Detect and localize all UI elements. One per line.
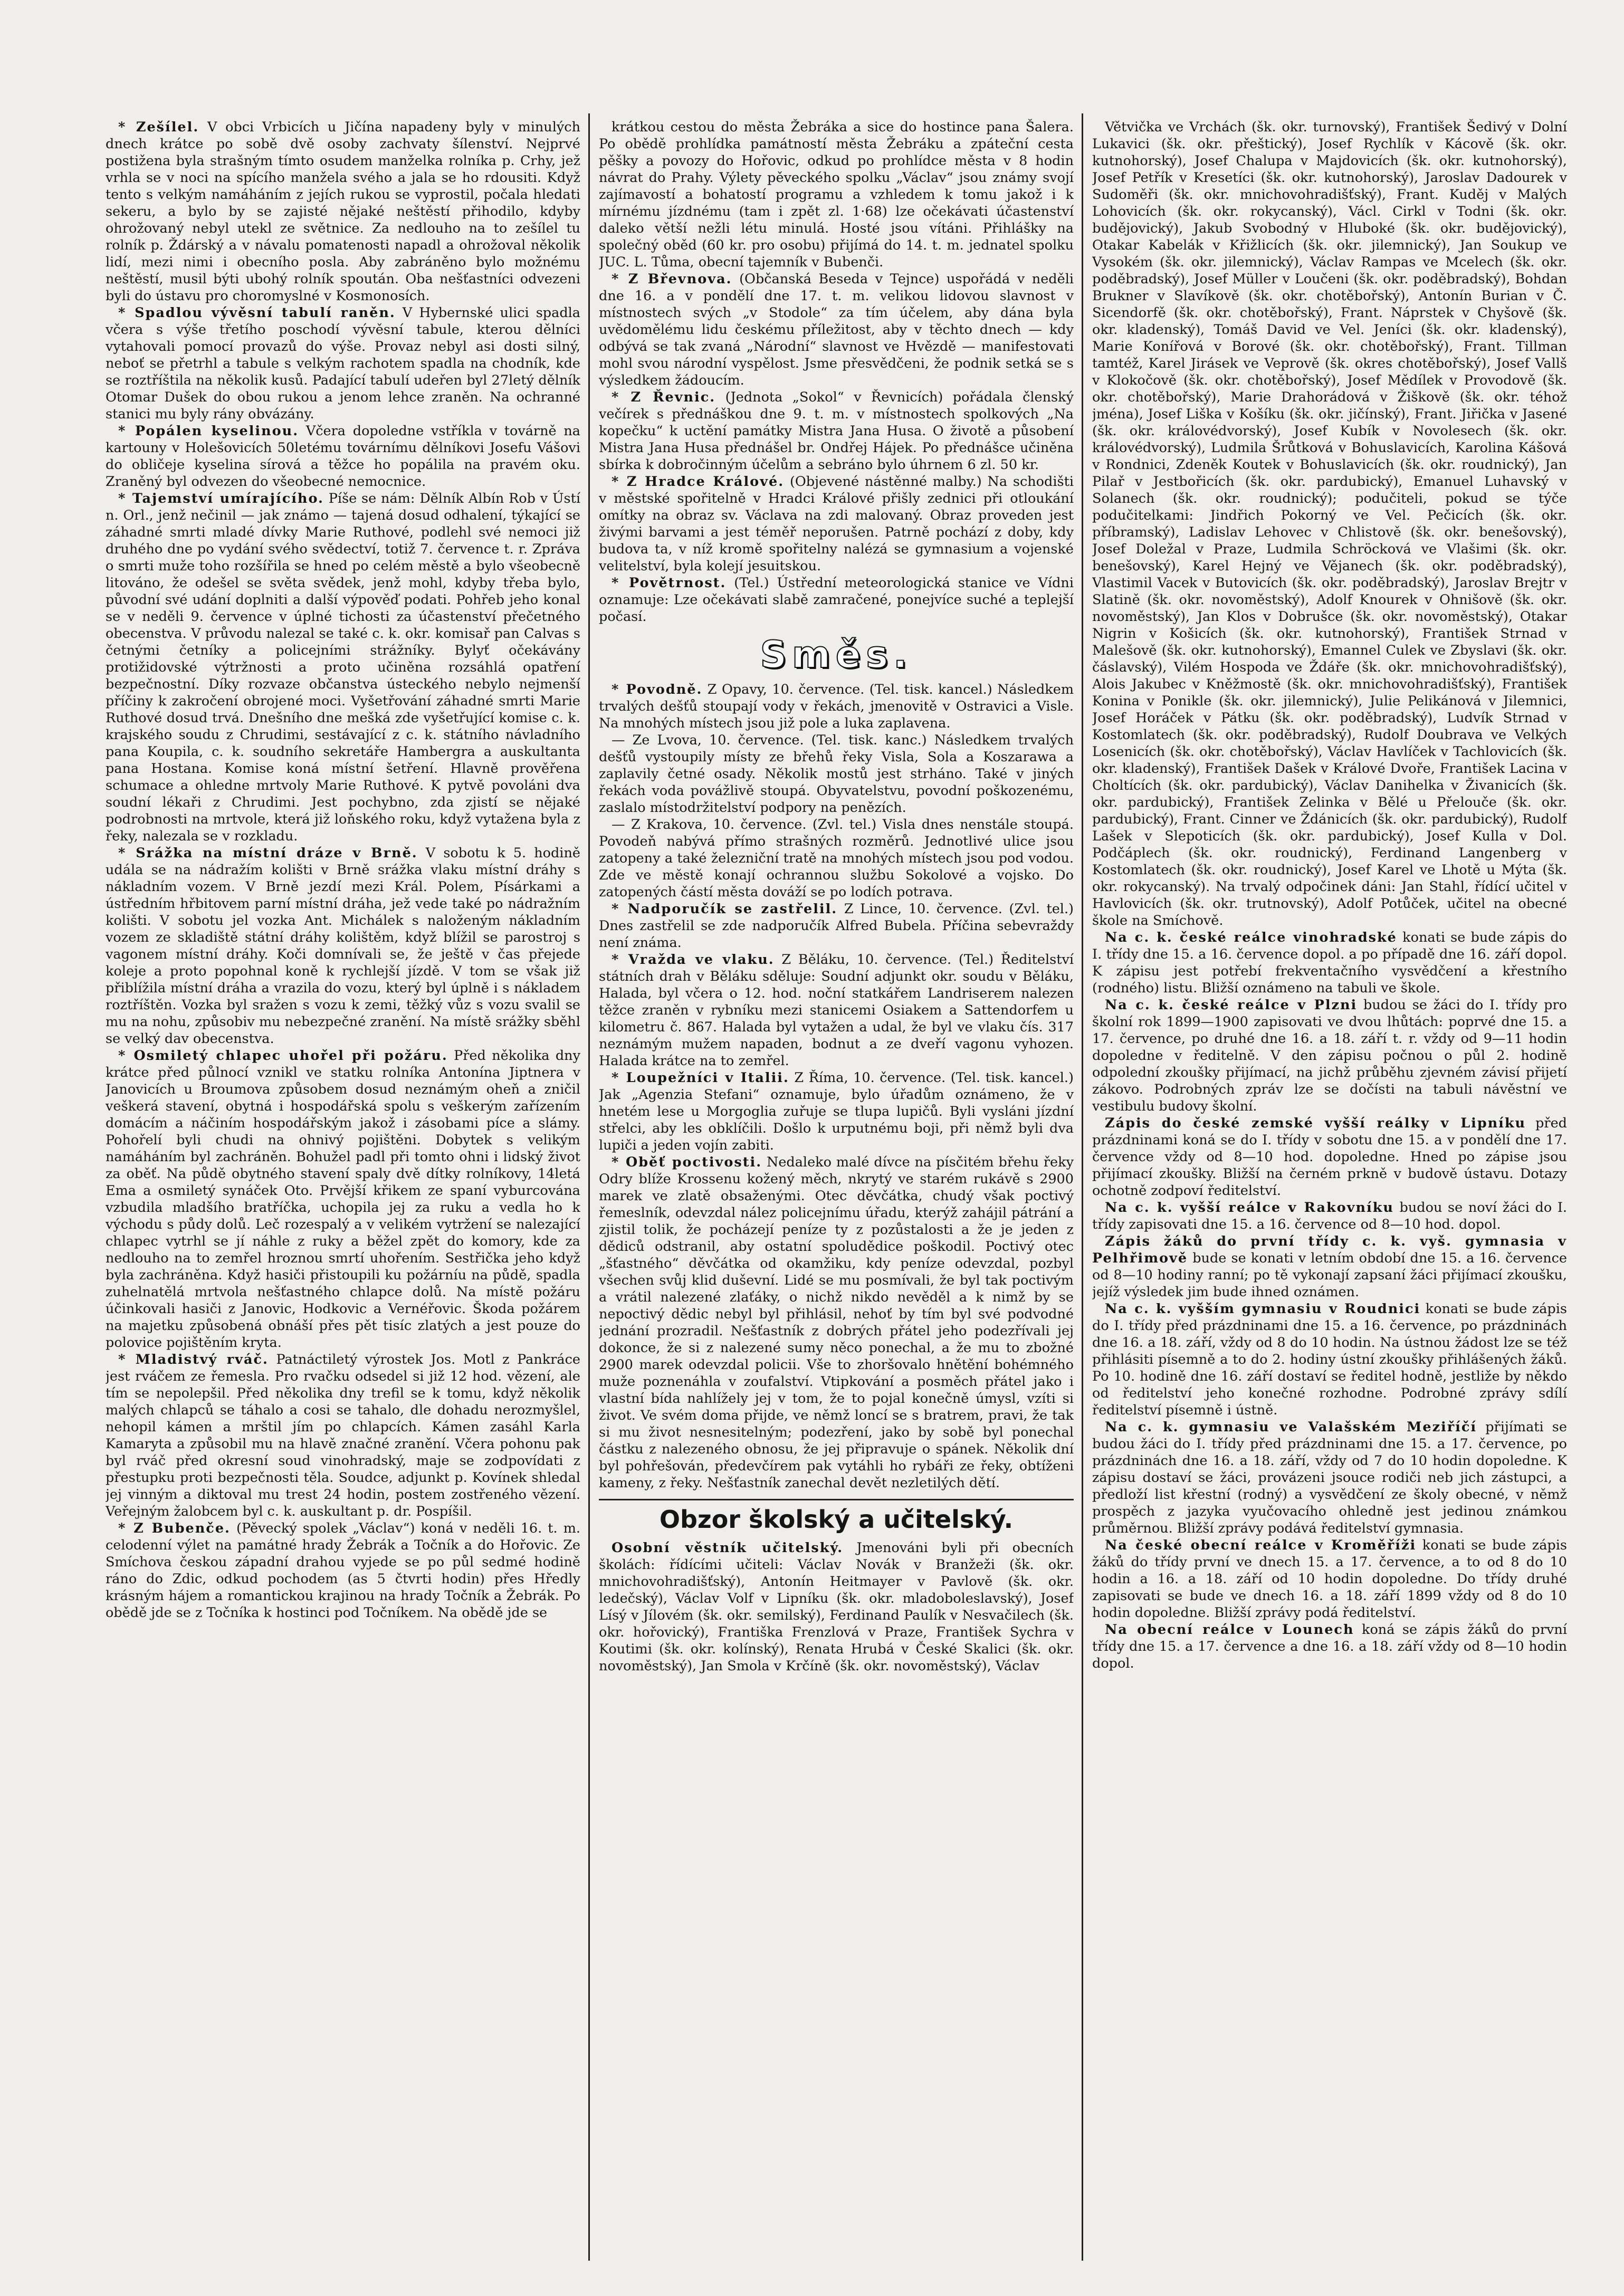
article-body: Z Opavy, 10. července. (Tel. tisk. kancel.) Následkem trvalých dešťů stoupají vody v řekách, jmenovitě v Ostravici a Visle. Na mnohých místech jsou již pole a luka zaplavena.: [599, 682, 1074, 731]
article-heading: * Z Hradce Králové.: [612, 474, 785, 490]
section-title: Obzor školský a učitelský.: [599, 1499, 1074, 1535]
article-heading: * Mladistvý rváč.: [118, 1352, 269, 1367]
article-heading: Na c. k. české reálce v Plzni: [1105, 997, 1358, 1013]
article-body: — Ze Lvova, 10. července. (Tel. tisk. kanc.) Následkem trvalých dešťů vystoupily místy ze břehů řeky Visla, Sola a Koszarawa a zaplavily četné osady. Několik mostů jest strháno. Také v jiných řekách voda povážlivě stoupá. Obyvatelstvu, povodní poškozenému, zaslalo místodržitelství podpory na penězích.: [599, 732, 1074, 816]
article: [599, 901, 1074, 951]
article: [599, 389, 1074, 473]
article-body: konati se bude zápis žáků do třídy první ve dnech 15. a 17. července, a to od 8 do 10 hodin a 16. a 18. září od 10 hodin dopoledne. Do třídy druhé zapisovati se bude ve dnech 16. a 18. září 1899 vždy od 8 do 10 hodin dopoledne. Bližší zprávy podá ředitelství.: [1092, 1537, 1567, 1621]
article-heading: * Z Řevnic.: [612, 389, 716, 405]
article-heading: * Zešílel.: [118, 119, 199, 135]
article: [106, 1351, 580, 1520]
article-body: Jmenováni byli při obecních školách: řídícími učiteli: Václav Novák v Branžeži (šk. okr. mnichovohradišťský), Antonín Heitmayer v Pavlově (šk. okr. ledečský), Václav Volf v Lipníku (šk. okr. mladoboleslavský), Josef Lísý v Jílovém (šk. okr. semilský), Ferdinand Paulík v Nesvačilech (šk. okr. hořovický), Františka Frenzlová v Praze, František Sychra v Koutimi (šk. okr. kolínský), Renata Hrubá v České Skalici (šk. okr. novoměstský), Jan Smola v Krčíně (šk. okr. novoměstský), Václav: [599, 1540, 1074, 1674]
article-heading: * Povodně.: [612, 682, 703, 697]
newspaper-page: [106, 119, 1583, 2261]
article-heading: * Loupežníci v Italii.: [612, 1070, 789, 1086]
article-heading: Na obecní reálce v Lounech: [1105, 1622, 1354, 1638]
article: [1092, 929, 1567, 997]
article-body: Patnáctiletý výrostek Jos. Motl z Pankráce jest rváčem ze řemesla. Pro rvačku odsedel si již 12 hod. vězení, ale tím se nepolepšil. Před několika dny trefil se k tomu, když několik malých chlapců se táhalo a cosi se tahalo, dle dohadu nerozmyšlel, nehopil kámen a mrštil jím po chlapcích. Kámen zasáhl Karla Kamaryta a způsobil mu na hlavě značné zranění. Včera pohonu pak byl rváč před okresní soud vinohradský, maje se zodpovídati z přestupku proti bezpečnosti těla. Soudce, adjunkt p. Kovínek shledal jej vinným a diktoval mu trest 24 hodin, postem zostřeného vězení. Veřejným žalobcem byl c. k. auskultant p. dr. Pospíšil.: [106, 1352, 580, 1519]
article-body: Větvička ve Vrchách (šk. okr. turnovský), František Šedivý v Dolní Lukavici (šk. okr. přeštický), Josef Rychlík v Kácově (šk. okr. kutnohorský), Josef Chalupa v Majdovicích (šk. okr. kutnohorský), Josef Petřík v Kresetíci (šk. okr. kutnohorský), Jaroslav Dadourek v Sudoměři (šk. okr. mnichovohradišťský), Frant. Kuděj v Malých Lohovicích (šk. okr. rokycanský), Václ. Cirkl v Todni (šk. okr. budějovický), Jakub Svobodný v Hluboké (šk. okr. budějovický), Otakar Kabelák v Křižlicích (šk. okr. jilemnický), Jan Soukup ve Vysokém (šk. okr. jilemnický), Václav Rampas ve Mcelech (šk. okr. poděbradský), Josef Müller v Loučeni (šk. okr. poděbradský), Bohdan Brukner v Slavíkově (šk. okr. chotěbořský), Antonín Burian v Č. Sicendorfě (šk. okr. chotěbořský), Frant. Náprstek v Chyšově (šk. okr. kladenský), Tomáš David ve Vel. Jeníci (šk. okr. kladenský), Marie Konířová v Borové (šk. okr. chotěbořský), Frant. Tillman tamtéž, Karel Jirásek ve Veprově (šk. okres chotěbořský), Josef Vallš v Klokočově (šk. okr. chotěbořský), Josef Mědílek v Provodově (šk. okr. chotěbořský), Marie Drahorádová v Žiškově (šk. okr. téhož jména), Josef Liška v Košíku (šk. okr. jičínský), Frant. Jiřička v Jasené (šk. okr. královédvorský), Josef Kubík v Novolesech (šk. okr. královédvorský), Ludmila Šrůtková v Bohuslavicích, Karolina Kášová v Rondnici, Zdeněk Koutek v Bohuslavicích (šk. okr. roudnický), Jan Pilař v Jestbořicích (šk. okr. pardubický), Emanuel Luhavský v Solanech (šk. okr. roudnický); podučiteli, pokud se týče podučitelkami: Jindřich Pokorný ve Vel. Pečicích (šk. okr. příbramský), Ladislav Lehovec v Chlistově (šk. okr. benešovský), Josef Doležal v Praze, Ludmila Schröcková ve Vlašimi (šk. okr. benešovský), Karel Hejný ve Vějanech (šk. okr. poděbradský), Vlastimil Vacek v Butovicích (šk. okr. poděbradský), Jaroslav Brejtr v Slatině (šk. okr. novoměstský), Adolf Knourek v Ohnišově (šk. okr. novoměstský), Jan Klos v Dobrušce (šk. okr. novoměstský), Otakar Nigrin v Košicích (šk. okr. kutnohorský), František Strnad v Malešově (šk. okr. kutnohorský), Emannel Culek ve Zbyslavi (šk. okr. čáslavský), Vilém Hospoda ve Ždáře (šk. okr. mnichovohradišťský), Alois Jakubec v Kněžmostě (šk. okr. mnichovohradišťský), František Konina v Ponikle (šk. okr. jilemnický), Julie Pelikánová v Jilemnici, Josef Horáček v Pátku (šk. okr. poděbradský), Ludvík Strnad v Kostomlatech (šk. okr. poděbradský), Rudolf Doubrava ve Velkých Losenicích (šk. okr. chotěbořský), Václav Havlíček v Tachlovicích (šk. okr. kladenský), František Dašek v Králové Dvoře, František Lacina v Choltících (šk. okr. pardubický), Václav Danihelka v Živanicích (šk. okr. pardubický), František Zelinka v Bělé u Přelouče (šk. okr. pardubický), Frant. Cinner ve Ždánicích (šk. okr. pardubický), Rudolf Lašek v Slepoticích (šk. okr. pardubický), Josef Kulla v Dol. Podčáplech (šk. okr. roudnický), Ferdinand Langenberg v Kostomlatech (šk. okr. roudnický), Josef Karel ve Lhotě u Mýta (šk. okr. rokycanský). Na trvalý odpočinek dáni: Jan Stahl, řídící učitel v Havlovicích (šk. okr. trutnovský), Adolf Potůček, učitel na obecné škole na Smíchově.: [1092, 119, 1567, 929]
article: [1092, 1621, 1567, 1672]
article: [599, 575, 1074, 625]
article-heading: * Z Bubenče.: [118, 1520, 231, 1536]
article-heading: * Spadlou vývěsní tabulí raněn.: [118, 305, 396, 321]
article-body: budou se noví žáci do I. třídy zapisovati dne 15. a 16. července od 8—10 hod. dopol.: [1092, 1200, 1567, 1232]
article-heading: * Vražda ve vlaku.: [612, 952, 775, 968]
article: [599, 681, 1074, 732]
column-rule: [588, 113, 590, 2261]
article: [599, 271, 1074, 389]
article-body: před prázdninami koná se do I. třídy v sobotu dne 15. a v pondělí dne 17. července vždy od 8—10 hod. dopoledne. Hned po zápise jsou přijímací zkoušky. Bližší na černém prkně v budově ústavu. Dotazy ochotně zodpoví ředitelství.: [1092, 1115, 1567, 1199]
article: [599, 816, 1074, 901]
article: [599, 1539, 1074, 1675]
article: [1092, 1233, 1567, 1300]
column-rule: [1082, 113, 1083, 2261]
article-body: koná se zápis žáků do první třídy dne 15. a 17. července a dne 16. a 18. září vždy od 8—10 hodin dopol.: [1092, 1622, 1567, 1671]
article-heading: Na c. k. vyšší reálce v Rakovníku: [1105, 1200, 1394, 1216]
article: [1092, 1300, 1567, 1419]
section-title: Směs.: [760, 633, 913, 676]
article-heading: * Nadporučík se zastřelil.: [612, 901, 838, 917]
article-heading: * Povětrnost.: [612, 575, 727, 591]
article-body: V obci Vrbicích u Jičína napadeny byly v minulých dnech krátce po sobě dvě osoby zachvaty šílenství. Nejprvé postižena byla strašným tímto osudem manželka rolníka p. Crhy, jež vrhla se v noci na spícího manžela svého a jala se ho rdousiti. Když tento s velkým namáháním z jejích rukou se vyprostil, počala hledati sekeru, a bylo by se zajisté nějaké neštěstí přihodilo, kdyby ohrožovaný nebyl utekl ze světnice. Za nedlouho na to zešílel tu rolník p. Ždárský a v návalu pomatenosti napadl a ohrožoval několik lidí, mezi nimi i obecního posla. Aby zabráněno bylo možnému neštěstí, musil býti ubohý rolník spoután. Oba nešťastníci odvezeni byli do ústavu pro choromyslné v Kosmonosích.: [106, 119, 580, 304]
article: [106, 1520, 580, 1621]
article-heading: Na c. k. gymnasiu ve Valašském Meziříčí: [1105, 1419, 1477, 1435]
article-body: (Objevené nástěnné malby.) Na schodišti v městské spořitelně v Hradci Králové přišly zednici při otloukání omítky na obraz sv. Václava na zdi malovaný. Obraz proveden jest živými barvami a jest téměř neporušen. Patrně pochází z doby, kdy budova ta, v níž kromě spořitelny nalézá se gymnasium a vojenské velitelství, byla kolejí jesuitskou.: [599, 474, 1074, 574]
article: [599, 732, 1074, 816]
article-body: (Tel.) Ústřední meteorologická stanice ve Vídni oznamuje: Lze očekávati slabě zamračené, ponejvíce suché a teplejší počasí.: [599, 575, 1074, 625]
article: [1092, 119, 1567, 929]
article: [1092, 997, 1567, 1115]
article-body: Před několika dny krátce před půlnocí vznikl ve statku rolníka Antonína Jiptnera v Janovicích u Broumova způsobem dosud neznámým oheň a zničil veškerá stavení, obytná i hospodářská spolu s veškerým zařízením domácím a náčiním hospodářským jakož i zásobami píce a slámy. Pohořelí byli chudi na ohnivý pojištěni. Dobytek s velikým namáháním byl zachráněn. Bohužel padl při tomto ohni i lidský život za oběť. Na půdě obytného stavení spaly dvě dítky rolníkovy, 14letá Ema a osmiletý synáček Oto. Prvější křikem ze spaní vyburcována vzbudila mladšího bratříčka, uchopila jej za ruku a vedla ho k východu s půdy dolů. Leč rozespalý a v velikém vytržení se nalezající chlapec vytrhl se jí náhle z ruky a běžel zpět do komory, kde za nedlouho na to zemřel hroznou smrtí uhořením. Sestřička jeho když byla zachráněna. Když hasiči přistoupili ku požárníu na půdě, spadla zuhelnatělá mrtvola nešťastného chlapce dolů. Na místě požáru účinkovali hasiči z Janovic, Hodkovic a Vernéřovic. Škoda požárem na majetku způsobená obnáší přes pět tisíc zlatých a jest pouze do polovice pojištěním kryta.: [106, 1048, 580, 1351]
article-heading: * Oběť poctivosti.: [612, 1154, 762, 1170]
article-body: V sobotu k 5. hodině udála se na nádražím kolišti v Brně srážka vlaku místní dráhy s nákladním vozem. V Brně jezdí mezi Král. Polem, Písárkami a ústředním hřbitovem parní místní dráha, jež vede také po nádražním kolišti. V sobotu jel vozka Ant. Michálek s naloženým nákladním vozem ze skladiště státní dráhy kolištěm, když blížil se parostroj s vagonem místní dráhy. Koči domnívali se, že ještě v čas přejede koleje a proto popohnal koně k rychlejší jízdě. V tom se však již přiblížila místní dráha a vrazila do vozu, který byl úplně i s nákladem roztříštěn. Vozka byl sražen s vozu k zemi, těžký vůz s vozu svalil se mu na nohu, způsobiv mu nebezpečné zranění. Na místě srážky sběhl se velký dav obecenstva.: [106, 845, 580, 1047]
article-body: (Občanská Beseda v Tejnce) uspořádá v neděli dne 16. a v pondělí dne 17. t. m. velikou lidovou slavnost v místnostech svých „v Stodole“ za tím účelem, aby dána byla uvědomělému lidu českému příležitost, aby v těchto dnech — kdy odbývá se tak zvaná „Národní“ slavnost ve Hvězdě — manifestovati mohl svou národní vyspělost. Jsme přesvědčeni, že podnik setká se s výsledkem žádoucím.: [599, 271, 1074, 388]
article: [106, 304, 580, 423]
article-body: (Pěvecký spolek „Václav“) koná v neděli 16. t. m. celodenní výlet na památné hrady Žebrák a Točník a do Hořovic. Ze Smíchova českou západní drahou vyjede se po půl sedmé hodině ráno do Zdic, odkud pochodem (as 5 čtvrti hodin) přes Hředly krásným hájem a romantickou krajinou na hrady Točník a Žebrák. Po obědě jde se z Točníka k hostinci pod Točníkem. Na obědě jde se: [106, 1520, 580, 1621]
article: [599, 473, 1074, 575]
article-body: konati se bude zápis do I. třídy před prázdninami dne 15. a 16. července, po prázdninách dne 16. a 18. září, vždy od 8 do 10 hodin. Na ústnou žádost lze se též přihlásiti písemně a to do 2. hodiny ústní zkoušky přihlášených žáků. Po 10. hodině dne 16. září dostaví se ředitel hodně, jestliže by někdo od ředitelství jeho konečné rozhodne. Podrobné zprávy sdílí ředitelství písemně i ústně.: [1092, 1301, 1567, 1418]
article-body: krátkou cestou do města Žebráka a sice do hostince pana Šalera. Po obědě prohlídka památností města Žebráku a zpáteční cesta pěšky a povozy do Hořovic, odkud po prohlídce města v 8 hodin návrat do Prahy. Výlety pěveckého spolku „Václav“ jsou známy svojí zajímavostí a bohatostí programu a vzhledem k tomu jakož i k mírnému jízdnému (tam i zpět zl. 1·68) lze očekávati účastenství daleko větší nežli létu minulá. Hosté jsou vítáni. Přihlášky na společný oběd (60 kr. pro osobu) přijímá do 14. t. m. jednatel spolku JUC. L. Tůma, obecní tajemník v Bubenči.: [599, 119, 1074, 270]
article-body: Píše se nám: Dělník Albín Rob v Ústí n. Orl., jenž nečinil — jak známo — tajená dosud odhalení, týkající se záhadné smrti mladé dívky Marie Ruthové, podlehl své nemoci již druhého dne po vydání svého svědectví, totiž 7. července t. r. Zpráva o smrti muže toho rozšířila se hned po celém městě a bylo všeobecně litováno, že odešel se světa svědek, jenž mohl, kdyby třeba bylo, původní své udání doplniti a další výpověď podati. Pohřeb jeho konal se v neděli 9. července v úplné tichosti za účastenství přečetného obecenstva. V průvodu nalezal se také c. k. okr. komisař pan Calvas s četnými četníky a policejními strážníky. Bylyť očekávány protižidovské výtržnosti a proto učiněna rozsáhlá opatření bezpečnostní. Díky rozvaze občanstva ústeckého nebylo nejmenší příčiny k zakročení obrojené moci. Vyšetřování záhadné smrti Marie Ruthové dosud trvá. Dnešního dne mešká zde vyšetřující komise c. k. krajského soudu z Chrudimi, sestávající z c. k. státního návladního pana Koupila, c. k. soudního sekretáře Hambergra a auskultanta pana Hostana. Komise koná místní šetření. Hlavně prověřena schumace a ohledne mrtvoly Marie Ruthové. K pytvě povoláni dva soudní lékaři z Chrudimi. Jest pochybno, zda zjistí se nějaké podrobnosti na mrtvole, která již loňského roku, když vytažena byla z řeky, nalezala se v rozkladu.: [106, 491, 580, 844]
article-body: Včera dopoledne vstříkla v továrně na kartouny v Holešovicích 50letému továrnímu dělníkovi Josefu Vášovi do obličeje kyselina sírová a těžce ho popálila na pravém oku. Zraněný byl odvezen do všeobecné nemocnice.: [106, 423, 580, 490]
article: [106, 490, 580, 845]
article-body: Z Lince, 10. července. (Zvl. tel.) Dnes zastřelil se zde nadporučík Alfred Bubela. Příčina sebevraždy není známa.: [599, 901, 1074, 951]
article-heading: Osobní věstník učitelský.: [612, 1540, 844, 1556]
article: [1092, 1419, 1567, 1537]
article-body: přijímati se budou žáci do I. třídy před prázdninami dne 15. a 17. července, po prázdninách dne 16. a 18. září, vždy od 7 do 10 hodin dopoledne. K zápisu dostaví se žáci, provázeni jsouce rodiči neb jich zástupci, a předloží list křestní (rodný) a vysvědčení ze školy obecné, v němž prospěch z jazyka vyučovacího ohledně jest jedinou známkou průměrnou. Bližší zprávy podává ředitelství gymnasia.: [1092, 1419, 1567, 1536]
article-body: Nedaleko malé dívce na písčitém břehu řeky Odry blíže Krossenu kožený měch, nkrytý ve starém rukávě s 2900 marek ve zlatě obsaženými. Otec děvčátka, chudý však poctivý řemeslník, odevzdal nález policejnímu úřadu, kterýž zahájil pátrání a zjistil tolik, že pocházejí peníze ty z pozůstalosti a že je jeden z dědiců odstranil, aby ostatní spoludědice poškodil. Poctivý otec „šťastného“ děvčátka od okamžiku, kdy peníze odevzdal, pozbyl všechen svůj klid duševní. Lidé se mu posmívali, že byl tak poctivým a vrátil nalezené zlaťáky, o nichž nikdo nevěděl a k nimž by se nepoctivý dědic nebyl byl přihlásil, nehoť by tím byl své podvodné jednání prozradil. Nešťastník z dobrých přátel jeho podezřívali jej dokonce, že si z nalezené sumy něco ponechal, a že mu to zbožné 2900 marek odevzdal policii. Vše to zhoršovalo hnětění bohémného muže poznenáhla v zoufalství. Vtipkování a posměch přátel jako i vlastní bída nahlížely jej v tom, že to pojal konečně úmysl, vzíti si život. Ve svém doma přijde, ve němž loncí se s bratrem, pravi, že tak si mu život nesnesitelným; podezření, jako by sobě byl ponechal částku z nalezeného obnosu, že jej připravuje o spánek. Několik dní byl pohřešován, předevčírem pak vytáhli ho rybáři ze řeky, obtíženi kameny, z řeky. Nešťastník zanechal devět nezletilých dětí.: [599, 1154, 1074, 1491]
article-heading: * Tajemství umírajícího.: [118, 491, 324, 506]
article-body: Z Říma, 10. července. (Tel. tisk. kancel.) Jak „Agenzia Stefani“ oznamuje, bylo úřadům oznámeno, že v hnetém lese u Morgoglia zuřuje se tlupa lupičů. Byli vysláni jízdní střelci, aby les obklíčili. Došlo k urputnému boji, při němž byli dva lupiči a jeden vojín zabiti.: [599, 1070, 1074, 1153]
column-right: [1092, 119, 1567, 2261]
article-body: konati se bude zápis do I. třídy dne 15. a 16. července dopol. a po případě dne 16. září dopol. K zápisu jest potřebí frekventačního vysvědčení a křestního (rodného) listu. Bližší oznámeno na tabuli ve škole.: [1092, 930, 1567, 996]
article-body: Z Běláku, 10. července. (Tel.) Ředitelství státních drah v Běláku sděluje: Soudní adjunkt okr. soudu v Běláku, Halada, byl včera o 12. hod. noční statkářem Landriserem nalezen těžce zraněn v rybníku mezi stanicemi Osiakem a Sattendorfem u kilometru č. 867. Halada byl vytažen a udal, že byl ve vlaku čís. 317 neznámým mužem napaden, bodnut a ze dveří vagonu vyhozen. Halada krátce na to zemřel.: [599, 952, 1074, 1069]
article-body: V Hybernské ulici spadla včera s výše třetího poschodí vývěsní tabule, kterou dělníci vytahovali pomocí provazů do výše. Provaz nebyl asi dosti silný, neboť se přetrhl a tabule s velkým rachotem spadla na chodník, kde se roztříštila na několik kusů. Padající tabulí udeřen byl 27letý dělník Otomar Dušek do obou rukou a jenom lehce zraněn. Na ochranné stanici mu byly rány obvázány.: [106, 305, 580, 422]
article-heading: Na c. k. vyšším gymnasiu v Roudnici: [1105, 1301, 1421, 1317]
article-heading: * Osmiletý chlapec uhořel při požáru.: [118, 1048, 448, 1064]
column-middle: [599, 119, 1074, 2261]
article-heading: Na české obecní reálce v Kroměříži: [1105, 1537, 1417, 1553]
article: [599, 1069, 1074, 1154]
article: [1092, 1537, 1567, 1621]
article: [599, 1154, 1074, 1491]
article-body: (Jednota „Sokol“ v Řevnicích) pořádala členský večírek s přednáškou dne 9. t. m. v místnostech spolkových „Na kopečku“ k uctění památky Mistra Jana Husa. O životě a působení Mistra Jana Husa přednášel br. Ondřej Hájek. Po přednášce učiněna sbírka k dobročinným účelům a sebráno bylo úhrnem 6 zl. 50 kr.: [599, 389, 1074, 473]
article-body: bude se konati v letním období dne 15. a 16. července od 8—10 hodiny ranní; po tě vykonají zapsaní žáci přijímací zkoušku, jejíž výsledek jim bude ihned oznámen.: [1092, 1250, 1567, 1300]
article-body: — Z Krakova, 10. července. (Zvl. tel.) Visla dnes nenstále stoupá. Povodeň nabývá přímo strašných rozměrů. Jednotlivé ulice jsou zatopeny a také železniční tratě na mnohých místech jsou pod vodou. Zde ve městě konají ochrannou službu Sokolové a vojsko. Do zatopených částí města dováží se po lodích potrava.: [599, 817, 1074, 900]
column-left: [106, 119, 580, 2261]
article: [106, 1047, 580, 1351]
article-heading: Zápis žáků do první třídy c. k. vyš. gymnasia v Pelhřimově: [1092, 1233, 1567, 1266]
article: [106, 423, 580, 490]
article: [1092, 1199, 1567, 1233]
article: [106, 119, 580, 304]
article-heading: Na c. k. české reálce vinohradské: [1105, 930, 1397, 945]
article-body: budou se žáci do I. třídy pro školní rok 1899—1900 zapisovati ve dvou lhůtách: poprvé dne 15. a 17. července, po druhé dne 16. a 18. září t. r. vždy od 9—11 hodin dopoledne v ředitelně. V den zápisu počnou o půl 2. hodině odpolední zkoušky přijímací, na jichž průběhu zjevném závisí přijetí zákovo. Podrobných zpráv lze se dočísti na tabuli návěstní ve vestibulu budovy školní.: [1092, 997, 1567, 1114]
article: [1092, 1115, 1567, 1199]
article-heading: * Popálen kyselinou.: [118, 423, 299, 439]
article-heading: * Z Břevnova.: [612, 271, 732, 287]
article: [599, 119, 1074, 271]
article-heading: * Srážka na místní dráze v Brně.: [118, 845, 418, 861]
article: [599, 951, 1074, 1069]
article-heading: Zápis do české zemské vyšší reálky v Lipníku: [1105, 1115, 1526, 1131]
article: [106, 845, 580, 1047]
